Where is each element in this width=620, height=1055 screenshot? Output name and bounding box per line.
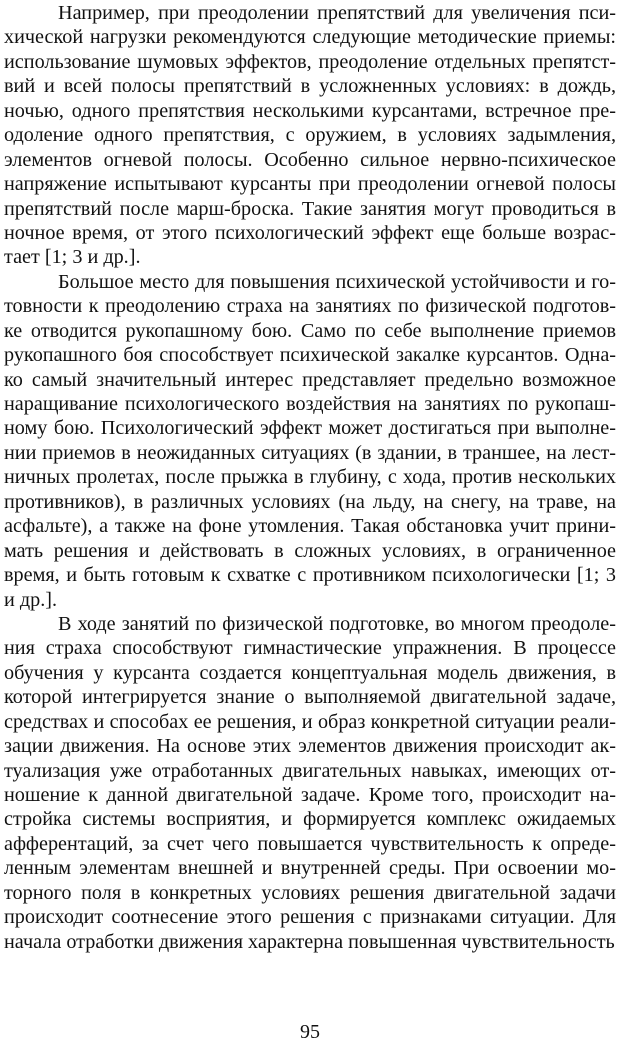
text-line: противников), в различных условиях (на льду, на снегу, на траве, на bbox=[4, 490, 616, 513]
text-line: зации движения. На основе этих элементов движения происходит ак- bbox=[4, 735, 616, 758]
text-line: асфальте), а также на фоне утомления. Такая обстановка учит прини- bbox=[4, 515, 616, 538]
text-line: средствах и способах ее решения, и образ конкретной ситуации реали- bbox=[4, 710, 616, 733]
text-line: ному бою. Психологический эффект может достигаться при выполне- bbox=[4, 417, 616, 440]
text-line: ко самый значительный интерес представляет предельно возможное bbox=[4, 368, 616, 391]
text-line: элементов огневой полосы. Особенно сильное нервно-психическое bbox=[4, 148, 616, 171]
text-line: В ходе занятий по физической подготовке, во многом преодоле- bbox=[58, 612, 616, 635]
text-line: хической нагрузки рекомендуются следующие методические приемы: bbox=[4, 26, 616, 49]
text-line: ния страха способствуют гимнастические упражнения. В процессе bbox=[4, 637, 616, 660]
text-line: стройка системы восприятия, и формируется комплекс ожидаемых bbox=[4, 808, 616, 831]
text-line: ночное время, от этого психологический эффект еще больше возрас- bbox=[4, 221, 616, 244]
text-line: обучения у курсанта создается концептуальная модель движения, в bbox=[4, 661, 616, 684]
text-line: рукопашного боя способствует психической закалке курсантов. Одна- bbox=[4, 344, 616, 367]
text-line: туализация уже отработанных двигательных навыках, имеющих от- bbox=[4, 759, 616, 782]
text-line: мать решения и действовать в сложных условиях, в ограниченное bbox=[4, 539, 616, 562]
text-line: и др.]. bbox=[4, 588, 58, 611]
body-text bbox=[4, 1, 616, 954]
paragraph-3 bbox=[4, 612, 616, 954]
text-line: происходит соотнесение этого решения с признаками ситуации. Для bbox=[4, 906, 616, 929]
paragraph-2 bbox=[4, 270, 616, 612]
page-number: 95 bbox=[300, 1021, 320, 1043]
text-line: напряжение испытывают курсанты при преодолении огневой полосы bbox=[4, 173, 616, 196]
text-line: Например, при преодолении препятствий для увеличения пси- bbox=[58, 2, 616, 24]
text-line: препятствий после марш-броска. Такие занятия могут проводиться в bbox=[4, 197, 616, 220]
paragraph-1 bbox=[4, 1, 616, 270]
text-line: товности к преодолению страха на занятиях по физической подготов- bbox=[4, 295, 616, 318]
text-line: Большое место для повышения психической устойчивости и го- bbox=[58, 270, 616, 293]
text-line: использование шумовых эффектов, преодоление отдельных препятст- bbox=[4, 50, 616, 73]
text-line: ленным элементам внешней и внутренней среды. При освоении мо- bbox=[4, 857, 616, 880]
text-line: ношение к данной двигательной задаче. Кроме того, происходит на- bbox=[4, 784, 616, 806]
text-line: которой интегрируется знание о выполняемой двигательной задаче, bbox=[4, 686, 616, 709]
text-line: ничных пролетах, после прыжка в глубину, с хода, против нескольких bbox=[4, 466, 616, 489]
text-line: начала отработки движения характерна повышенная чувствительность bbox=[4, 930, 615, 953]
text-line: вий и всей полосы препятствий в усложненных условиях: в дождь, bbox=[4, 75, 616, 98]
text-line: ночью, одного препятствия несколькими курсантами, встречное пре- bbox=[4, 99, 616, 122]
text-line: торного поля в конкретных условиях решения двигательной задачи bbox=[4, 881, 616, 904]
text-line: наращивание психологического воздействия на занятиях по рукопаш- bbox=[4, 393, 616, 415]
text-line: время, и быть готовым к схватке с противником психологически [1; 3 bbox=[4, 564, 616, 587]
text-line: одоление одного препятствия, с оружием, в условиях задымления, bbox=[4, 124, 616, 147]
text-line: афферентаций, за счет чего повышается чувствительность к опреде- bbox=[4, 832, 616, 855]
text-line: тает [1; 3 и др.]. bbox=[4, 246, 141, 269]
text-line: нии приемов в неожиданных ситуациях (в здании, в траншее, на лест- bbox=[4, 441, 616, 464]
text-line: ке отводится рукопашному бою. Само по себе выполнение приемов bbox=[4, 319, 616, 342]
